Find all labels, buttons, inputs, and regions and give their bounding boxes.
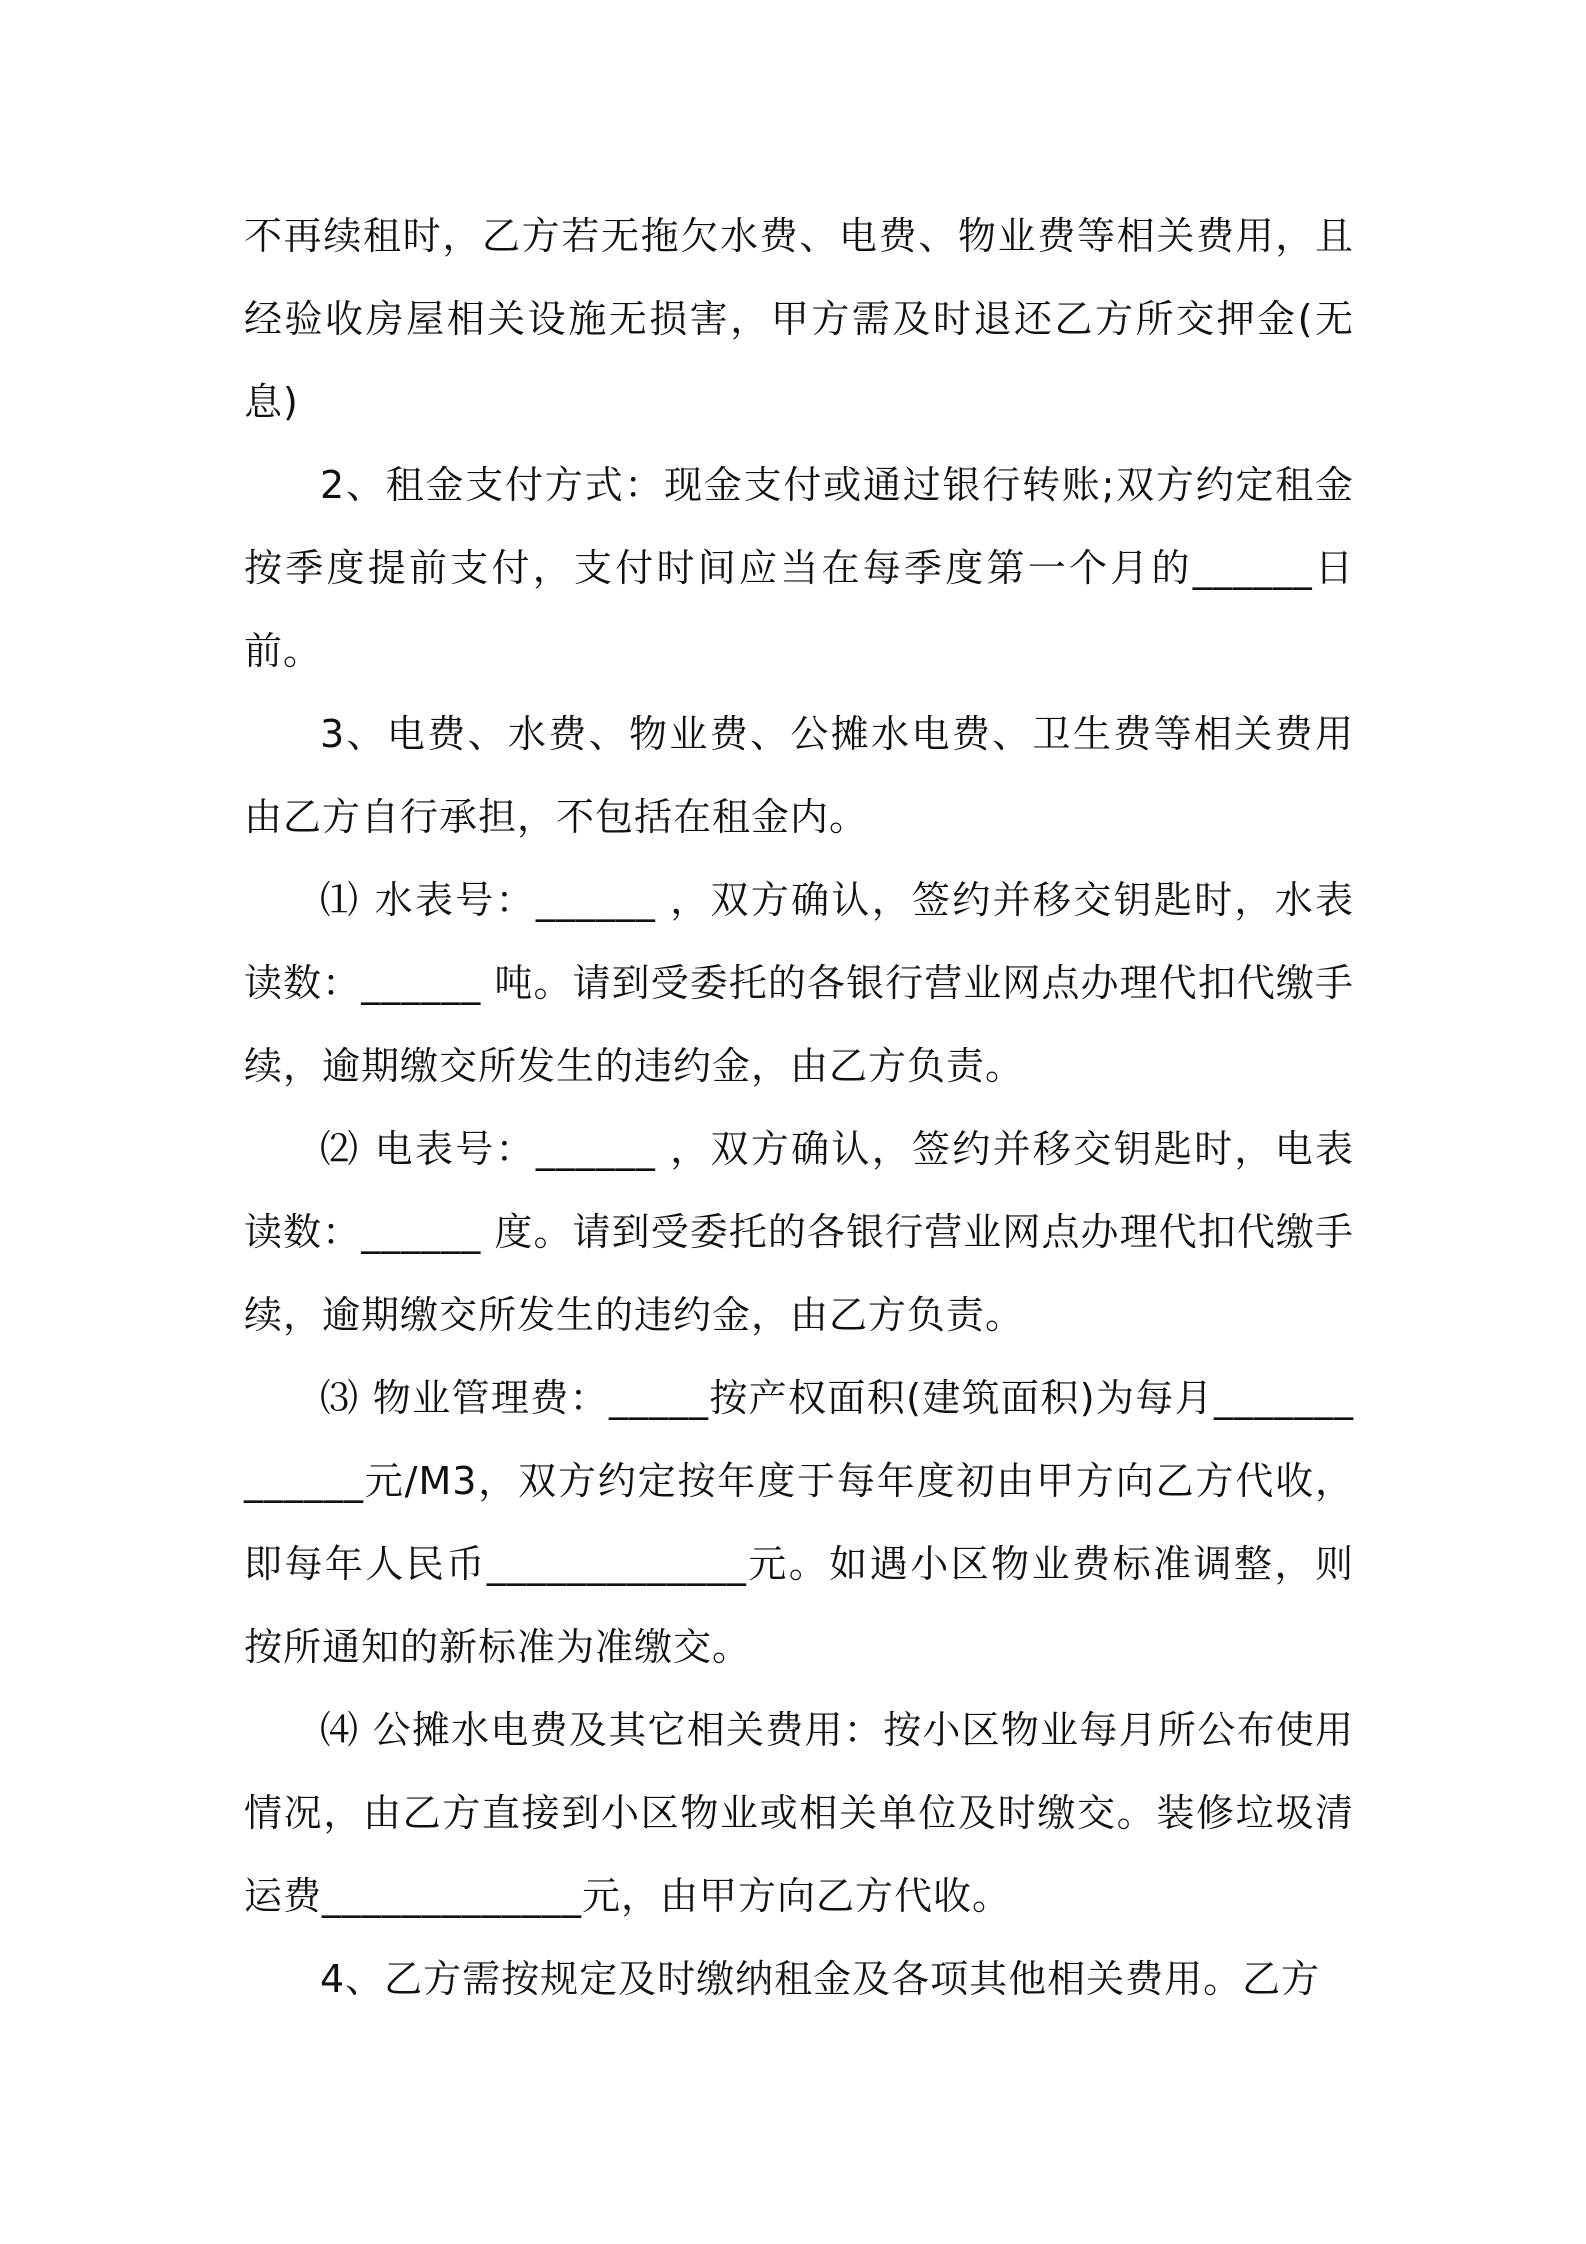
paragraph-deposit-refund: 不再续租时，乙方若无拖欠水费、电费、物业费等相关费用，且经验收房屋相关设施无损害，甲方需及时退还乙方所交押金(无息) — [244, 214, 1354, 424]
document-body — [244, 195, 1354, 2021]
paragraph-water-meter: ⑴ 水表号：______ ，双方确认，签约并移交钥匙时，水表读数：______ 吨。请到受委托的各银行营业网点办理代扣代缴手续，逾期缴交所发生的违约金，由乙方负责。 — [244, 878, 1354, 1088]
paragraph-shared-utilities: ⑷ 公摊水电费及其它相关费用：按小区物业每月所公布使用情况，由乙方直接到小区物业或相关单位及时缴交。装修垃圾清运费_____________元，由甲方向乙方代收。 — [244, 1708, 1354, 1918]
paragraph-utility-fees: 3、电费、水费、物业费、公摊水电费、卫生费等相关费用由乙方自行承担，不包括在租金内。 — [244, 712, 1354, 839]
paragraph-timely-payment: 4、乙方需按规定及时缴纳租金及各项其他相关费用。乙方 — [320, 1957, 1321, 2001]
paragraph-property-management-fee: ⑶ 物业管理费：_____按产权面积(建筑面积)为每月_____________元/M3，双方约定按年度于每年度初由甲方向乙方代收，即每年人民币_____________元。如遇小区物业费标准调整，则按所通知的新标准为准缴交。 — [244, 1376, 1354, 1669]
paragraph-rent-payment-method: 2、租金支付方式：现金支付或通过银行转账;双方约定租金按季度提前支付，支付时间应当在每季度第一个月的______日前。 — [244, 463, 1354, 673]
paragraph-electric-meter: ⑵ 电表号：______ ，双方确认，签约并移交钥匙时，电表读数：______ 度。请到受委托的各银行营业网点办理代扣代缴手续，逾期缴交所发生的违约金，由乙方负责。 — [244, 1127, 1354, 1337]
